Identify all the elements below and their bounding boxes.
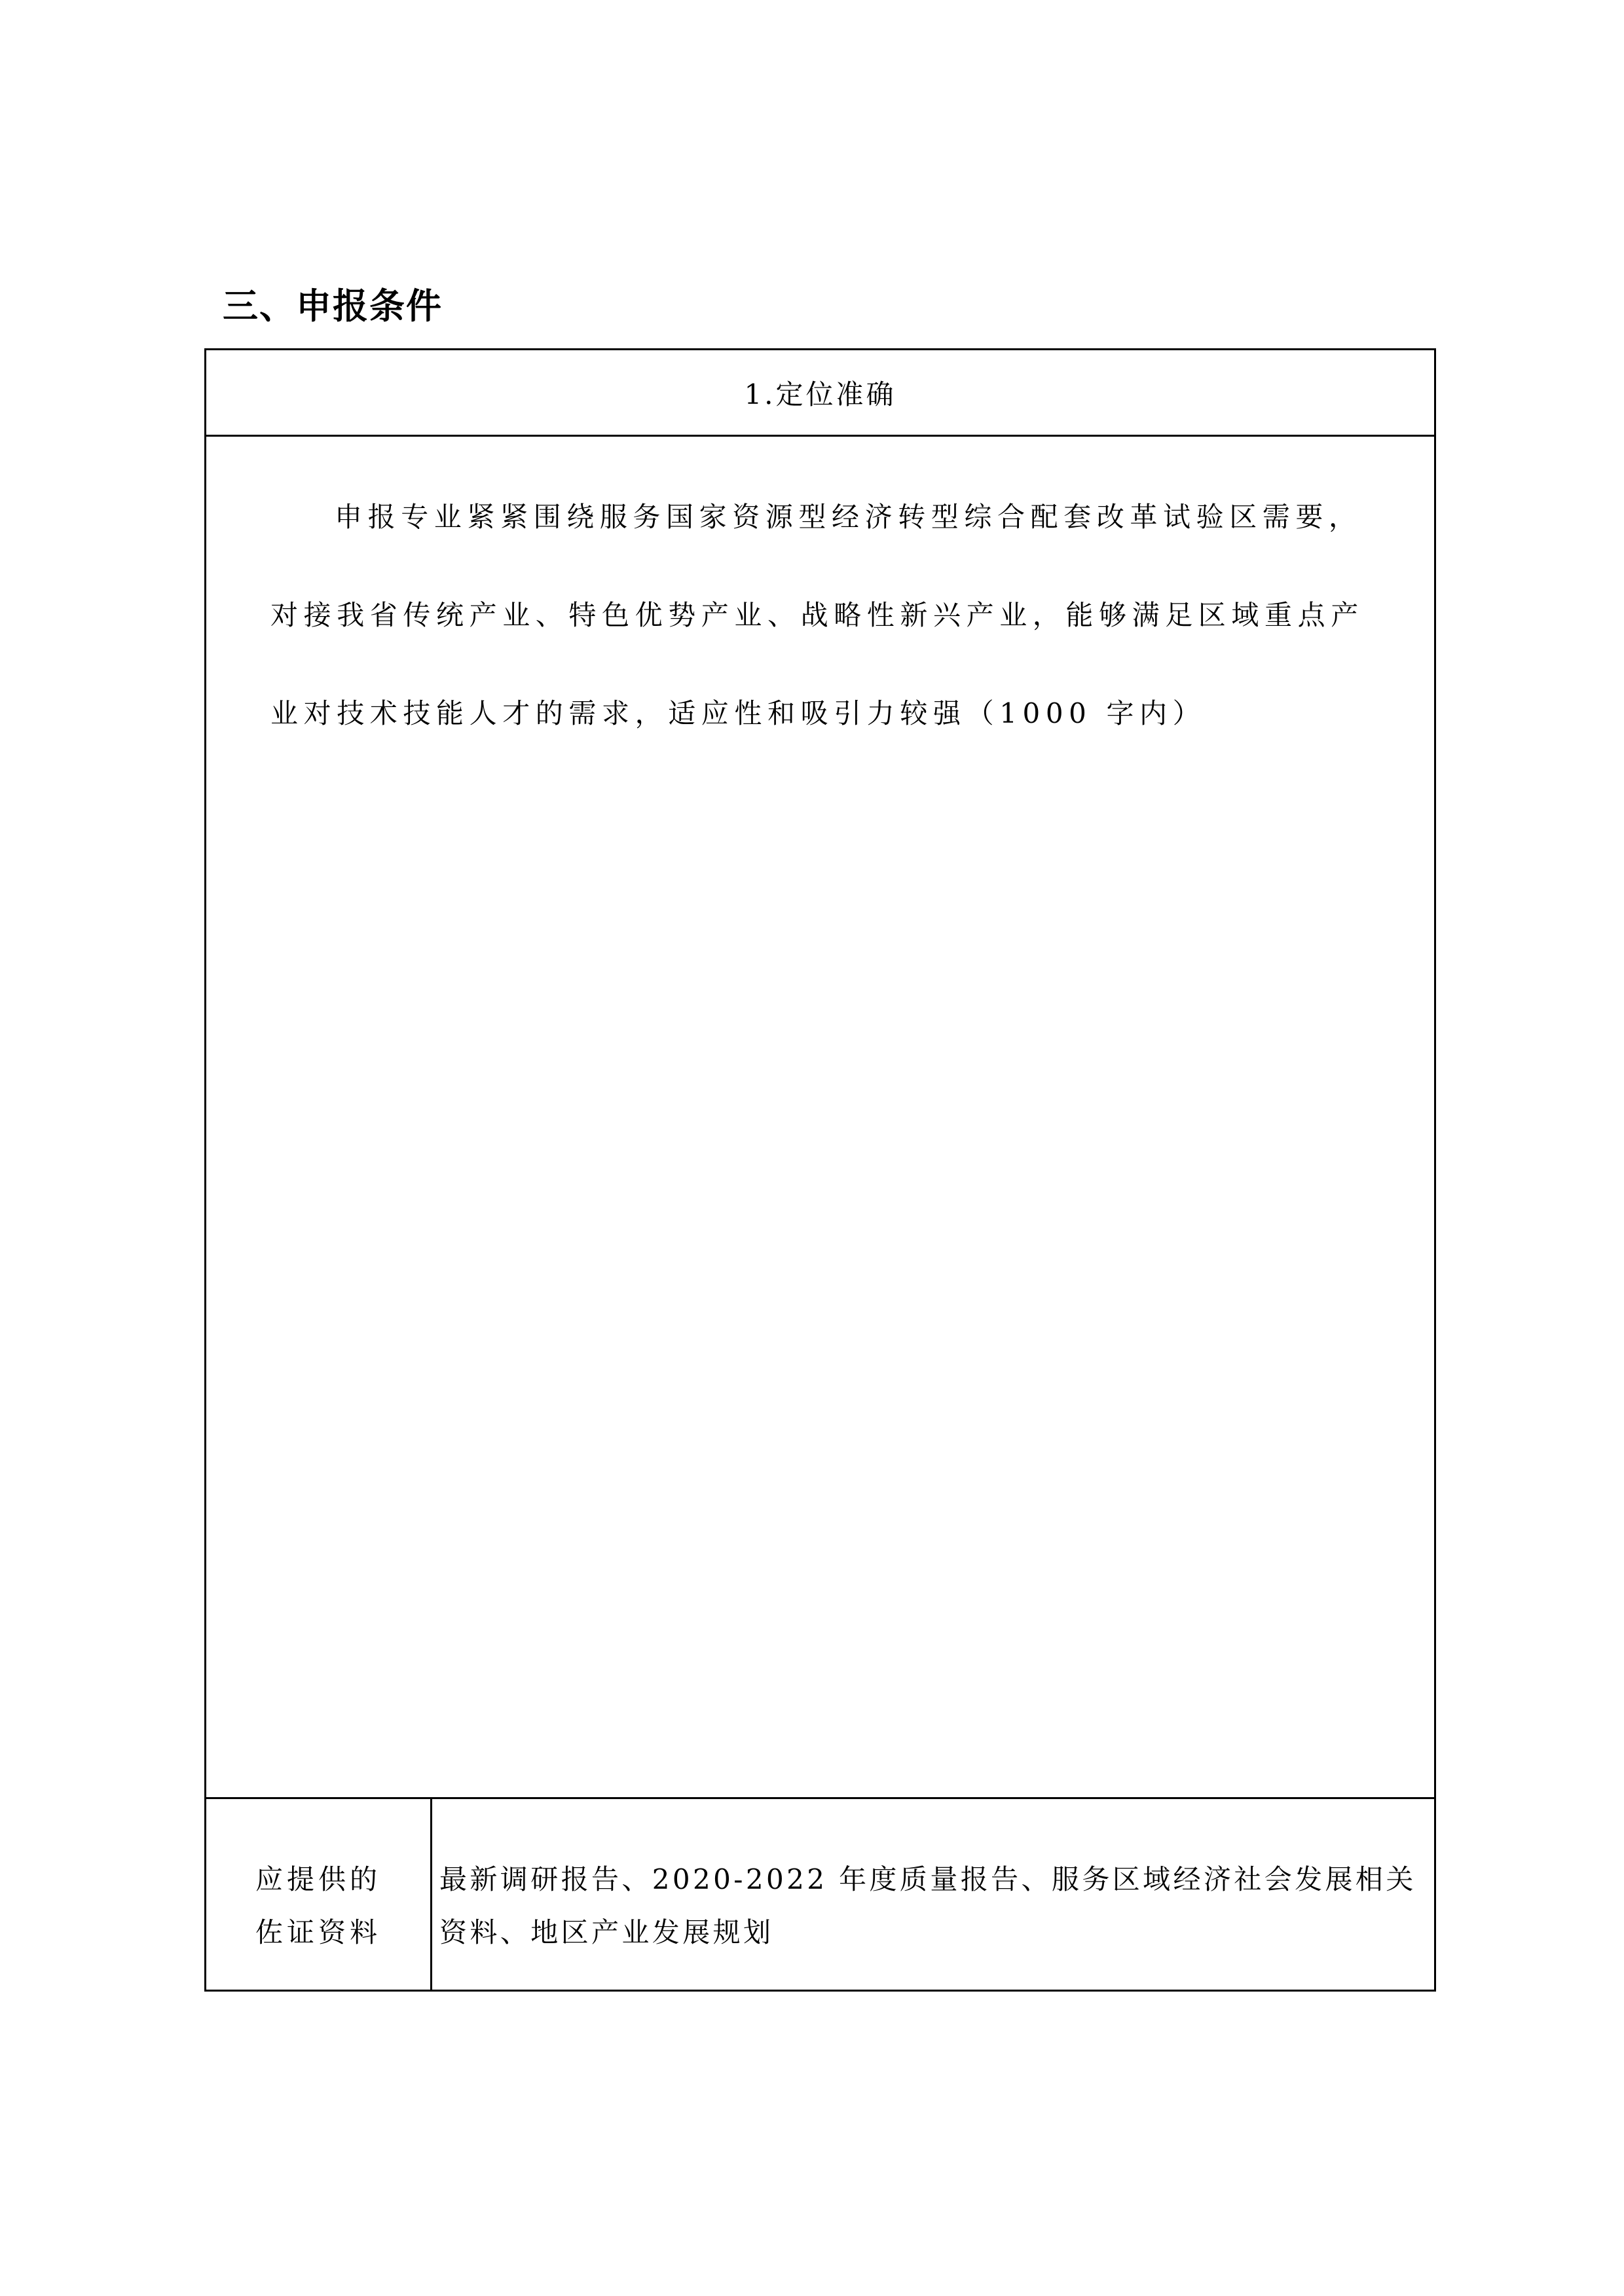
requirement-text: 申报专业紧紧围绕服务国家资源型经济转型综合配套改革试验区需要，对接我省传统产业、特色优势产业、战略性新兴产业，能够满足区域重点产业对技术技能人才的需求，适应性和吸引力较强（1000 字内）	[270, 501, 1364, 729]
evidence-label-line-1: 应提供的	[255, 1863, 381, 1895]
requirement-row	[206, 437, 1434, 1799]
item-title-row	[206, 350, 1434, 437]
evidence-row	[206, 1799, 1434, 1990]
item-title: 1.定位准确	[744, 378, 896, 410]
evidence-label-line-2: 佐证资料	[255, 1916, 381, 1948]
evidence-label	[206, 1853, 430, 1959]
evidence-content: 最新调研报告、2020-2022 年度质量报告、服务区域经济社会发展相关资料、地区产业发展规划	[439, 1863, 1416, 1948]
application-form-table	[204, 348, 1436, 1992]
section-heading: 三、申报条件	[223, 285, 443, 327]
evidence-label-cell	[206, 1799, 432, 1990]
